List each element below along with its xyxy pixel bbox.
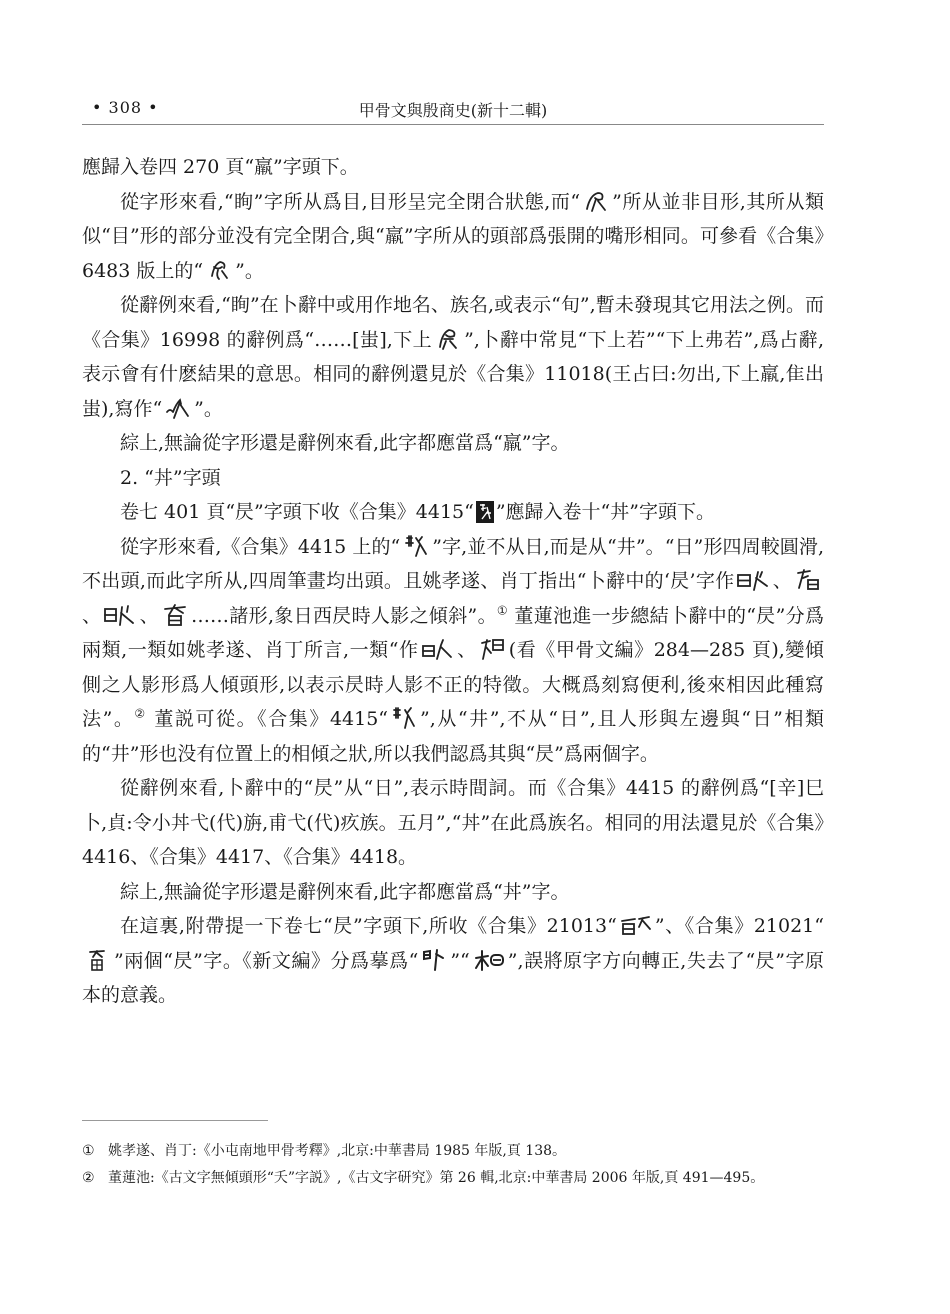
text-run: ”所从並非目形,其所从類似“目”形的部分並没有完全閉合,與“羸”字所从的頭部爲張開的嘴形相同。可參看《合集》6483 版上的“ — [82, 190, 824, 282]
paragraph-6 — [82, 495, 824, 530]
footnote-divider — [82, 1120, 268, 1121]
footnote-number: ① — [82, 1143, 95, 1159]
text-run: 、 — [772, 570, 792, 592]
text-run: 、 — [139, 604, 159, 627]
footnote-ref-1[interactable]: ① — [496, 603, 509, 618]
footnotes — [82, 1138, 824, 1192]
section-heading: 2. “丼”字頭 — [120, 466, 221, 489]
text-run: ”字,並不从日,而是从“井”。“日”形四周較圓滑,不出頭,而此字所从,四周筆畫均出頭。且姚孝遂、肖丁指出“卜辭中的‘昃’字作 — [82, 535, 824, 592]
paragraph-10 — [82, 909, 824, 1013]
oracle-ying-glyph-icon — [164, 396, 192, 420]
text-run: ”“ — [450, 949, 470, 972]
oracle-ze-glyph-icon — [103, 603, 137, 627]
footnote-ref-2[interactable]: ② — [134, 706, 147, 721]
body-text — [82, 150, 824, 1013]
running-head: 甲骨文與殷商史(新十二輯) — [358, 101, 548, 120]
text-run: 卷七 401 頁“昃”字頭下收《合集》4415“ — [120, 501, 474, 523]
text-run: 、 — [82, 604, 102, 627]
oracle-ying-glyph-icon — [434, 327, 462, 351]
footnote-text: 董蓮池:《古文字無傾頭形“夭”字説》,《古文字研究》第 26 輯,北京:中華書局 2006 年版,頁 491—495。 — [108, 1170, 765, 1186]
text-run: ”,从“井”,不从“日”,且人形與左邊與“日”相類的“井”形也没有位置上的相傾之狀,所以我們認爲其與“昃”爲兩個字。 — [82, 708, 824, 765]
text-run: 在這裏,附帶提一下卷七“昃”字頭下,所收《合集》21013“ — [120, 915, 617, 937]
oracle-ze-glyph-icon — [619, 913, 653, 937]
text-run: (看《甲骨文編》284—285 頁),變傾側之人影形爲人傾頭形,以表示昃時人影不正的特徵。大概爲刻寫便利,後來相因此種寫法”。 — [82, 639, 824, 730]
text-run: 董説可從。《合集》4415“ — [146, 708, 389, 730]
paragraph-9: 綜上,無論從字形還是辭例來看,此字都應當爲“丼”字。 — [120, 880, 570, 903]
oracle-ze-glyph-icon — [794, 568, 822, 592]
footnote-number: ② — [82, 1170, 95, 1186]
paragraph-7 — [82, 530, 824, 772]
oracle-ze-glyph-icon — [472, 948, 506, 972]
paragraph-8: 從辭例來看,卜辭中的“昃”从“日”,表示時間詞。而《合集》4415 的辭例爲“[辛]巳卜,貞:令小丼弋(代)旃,甫弋(代)疚族。五月”,“丼”在此爲族名。相同的用法還見於《合集》4416、《合集》4417、《合集》4418。 — [82, 777, 824, 868]
footnote-1 — [82, 1138, 824, 1165]
oracle-ze-glyph-icon — [161, 603, 189, 627]
text-run: ”。 — [194, 397, 223, 420]
oracle-ying-glyph-icon — [582, 189, 610, 213]
page-header — [82, 88, 824, 125]
paragraph-3 — [82, 288, 824, 426]
paragraph-4: 綜上,無論從字形還是辭例來看,此字都應當爲“羸”字。 — [120, 432, 570, 454]
text-run: ”兩個“昃”字。《新文編》分爲摹爲“ — [114, 949, 419, 972]
oracle-ze-glyph-icon — [420, 948, 448, 972]
rubbing-fragment-icon — [476, 501, 494, 523]
oracle-ze-glyph-icon — [84, 948, 112, 972]
text-run: ……諸形,象日西昃時人影之傾斜”。 — [190, 604, 497, 627]
text-run: ”,誤將原字方向轉正,失去了“昃”字原本的意義。 — [82, 949, 824, 1006]
footnote-2 — [82, 1165, 824, 1192]
text-run: ”應歸入卷十“丼”字頭下。 — [495, 501, 715, 523]
paragraph-2 — [82, 185, 824, 289]
text-run: ”、《合集》21021“ — [654, 915, 824, 937]
oracle-ying-glyph-icon — [205, 258, 233, 282]
paragraph-1: 應歸入卷四 270 頁“羸”字頭下。 — [82, 156, 359, 178]
oracle-ze-glyph-icon — [479, 637, 507, 661]
text-run: 董蓮池進一步總結卜辭中的“昃”分爲兩類,一類如姚孝遂、肖丁所言,一類“作 — [82, 604, 824, 661]
oracle-jing-glyph-icon — [402, 534, 430, 558]
text-run: 從辭例來看,“眴”在卜辭中或用作地名、族名,或表示“旬”,暫未發現其它用法之例。而《合集》16998 的辭例爲“……[蚩],下上 — [82, 294, 824, 351]
footnote-text: 姚孝遂、肖丁:《小屯南地甲骨考釋》,北京:中華書局 1985 年版,頁 138。 — [108, 1143, 567, 1159]
text-run: 、 — [456, 639, 477, 661]
text-run: 從字形來看,“眴”字所从爲目,目形呈完全閉合狀態,而“ — [120, 190, 581, 213]
text-run: ”。 — [235, 259, 264, 282]
oracle-ze-glyph-icon — [736, 568, 770, 592]
text-run: 從字形來看,《合集》4415 上的“ — [120, 535, 401, 558]
oracle-jing-glyph-icon — [390, 706, 418, 730]
oracle-ze-glyph-icon — [421, 637, 455, 661]
text-run: ”,卜辭中常見“下上若”“下上弗若”,爲占辭,表示會有什麽結果的意思。相同的辭例還見於《合集》11018(王占曰:勿出,下上羸,隹出蚩),寫作“ — [82, 328, 825, 420]
page-number: • 308 • — [92, 98, 159, 117]
